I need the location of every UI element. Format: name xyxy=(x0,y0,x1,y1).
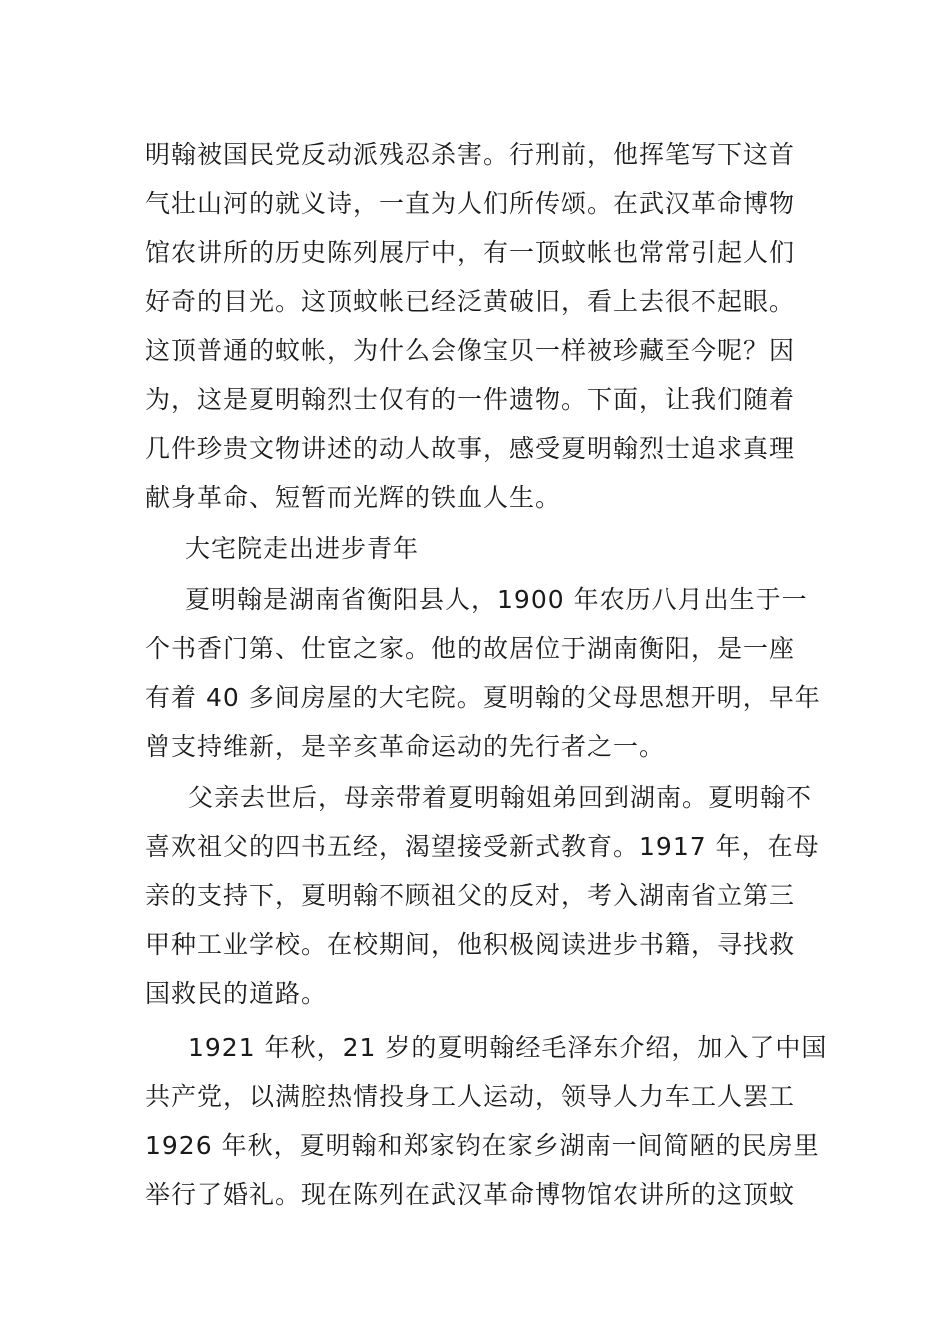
text-line: 共产党，以满腔热情投身工人运动，领导人力车工人罢工 xyxy=(145,1082,796,1111)
text-line: 馆农讲所的历史陈列展厅中，有一顶蚊帐也常常引起人们 xyxy=(145,238,796,267)
text-line: 这顶普通的蚊帐，为什么会像宝贝一样被珍藏至今呢？因 xyxy=(145,336,796,365)
text-line: 明翰被国民党反动派残忍杀害。行刑前，他挥笔写下这首 xyxy=(145,140,796,169)
text-line: 曾支持维新，是辛亥革命运动的先行者之一。 xyxy=(145,732,666,761)
text-line: 1926 年秋，夏明翰和郑家钧在家乡湖南一间简陋的民房里 xyxy=(145,1131,820,1160)
section-heading: 大宅院走出进步青年 xyxy=(185,534,420,563)
text-line: 有着 40 多间房屋的大宅院。夏明翰的父母思想开明，早年 xyxy=(145,683,821,712)
text-line: 为，这是夏明翰烈士仅有的一件遗物。下面，让我们随着 xyxy=(145,385,796,414)
text-line: 父亲去世后，母亲带着夏明翰姐弟回到湖南。夏明翰不 xyxy=(188,783,813,812)
text-line: 国救民的道路。 xyxy=(145,979,328,1008)
text-line: 甲种工业学校。在校期间，他积极阅读进步书籍，寻找救 xyxy=(145,930,796,959)
text-line: 好奇的目光。这顶蚊帐已经泛黄破旧，看上去很不起眼。 xyxy=(145,287,796,316)
text-line: 喜欢祖父的四书五经，渴望接受新式教育。1917 年，在母 xyxy=(145,832,820,861)
text-line: 几件珍贵文物讲述的动人故事，感受夏明翰烈士追求真理 xyxy=(145,434,796,463)
text-line: 举行了婚礼。现在陈列在武汉革命博物馆农讲所的这顶蚊 xyxy=(145,1180,796,1209)
text-line: 献身革命、短暂而光辉的铁血人生。 xyxy=(145,483,562,512)
text-line: 亲的支持下，夏明翰不顾祖父的反对，考入湖南省立第三 xyxy=(145,881,796,910)
text-line: 1921 年秋，21 岁的夏明翰经毛泽东介绍，加入了中国 xyxy=(188,1033,828,1062)
text-line: 夏明翰是湖南省衡阳县人，1900 年农历八月出生于一 xyxy=(185,585,808,614)
text-line: 气壮山河的就义诗，一直为人们所传颂。在武汉革命博物 xyxy=(145,189,796,218)
text-line: 个书香门第、仕宦之家。他的故居位于湖南衡阳，是一座 xyxy=(145,634,796,663)
